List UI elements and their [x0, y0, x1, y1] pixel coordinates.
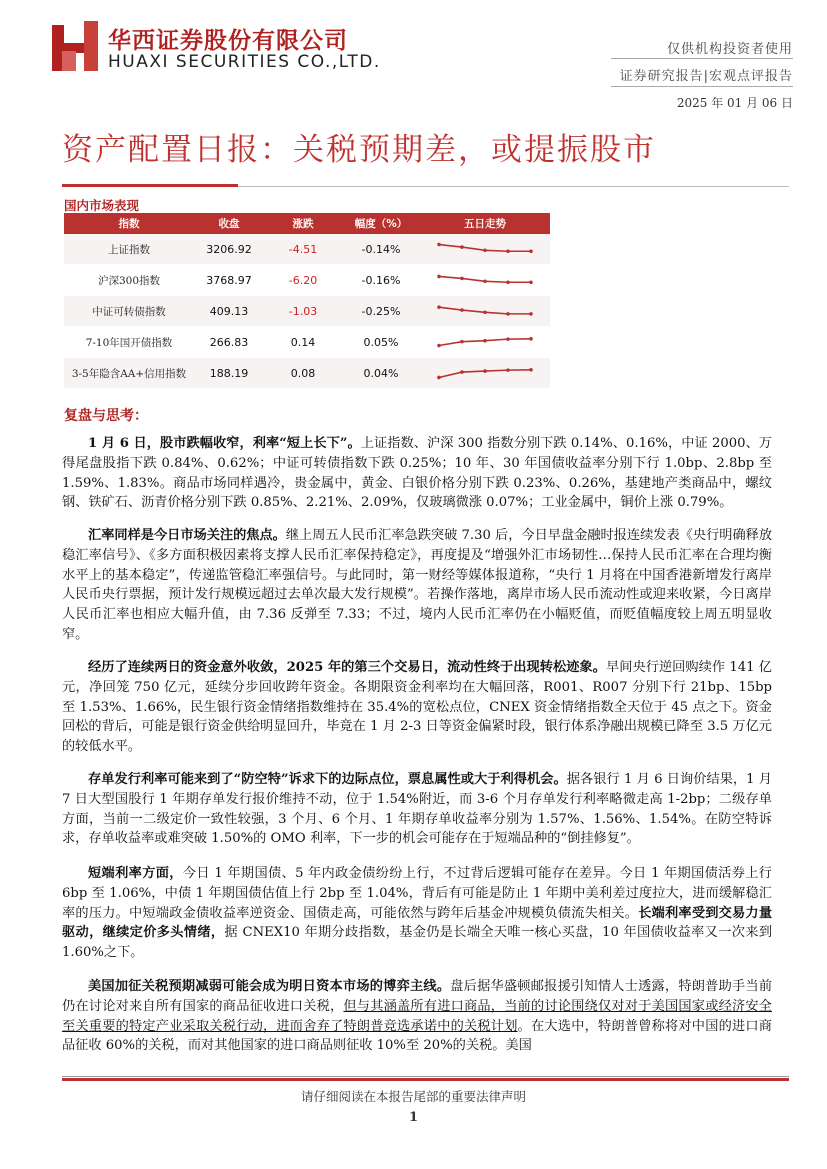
p3-lead: 经历了连续两日的资金意外收敛，2025 年的第三个交易日，流动性终于出现转松迹象。: [88, 660, 606, 675]
report-title: 资产配置日报：关税预期差，或提振股市: [62, 132, 656, 168]
header-divider-2: [611, 86, 793, 87]
trend-point: [437, 376, 441, 380]
paragraph-3: [62, 658, 772, 757]
trend-cell: [420, 358, 550, 389]
trend-cell: [420, 234, 550, 265]
p2-lead: 汇率同样是今日市场关注的焦点。: [88, 528, 286, 543]
trend-point: [529, 312, 533, 316]
trend-point: [529, 337, 533, 341]
index-name: 3-5年隐含AA+信用指数: [64, 358, 194, 389]
footer-disclaimer: 请仔细阅读在本报告尾部的重要法律声明: [300, 1089, 526, 1104]
trend-point: [460, 340, 464, 344]
trend-point: [460, 245, 464, 249]
p5-lead-2: 长端利率受到交易力量驱动，继续定价多头情绪，: [62, 905, 773, 941]
five-day-trend-sparkline: [435, 300, 535, 322]
trend-point: [437, 344, 441, 348]
close-value: 188.19: [194, 358, 264, 389]
trend-cell: [420, 327, 550, 358]
paragraph-1: [62, 434, 772, 513]
p6-body-a: 盘后据华盛顿邮报援引知情人士透露，特朗普助手当前仍在讨论对来自所有国家的商品征收进口关税，: [62, 979, 773, 1014]
trend-point: [460, 308, 464, 312]
pct-value: 0.05%: [342, 327, 420, 358]
company-name-en: HUAXI SECURITIES CO.,LTD.: [108, 52, 381, 72]
trend-point: [529, 249, 533, 253]
trend-cell: [420, 296, 550, 327]
trend-point: [483, 310, 487, 314]
p1-lead: 1 月 6 日，股市跌幅收窄，利率“短上长下”。: [88, 436, 361, 451]
table-row: [64, 265, 550, 296]
col-index: 指数: [64, 213, 194, 234]
market-section-heading: 国内市场表现: [64, 198, 140, 213]
close-value: 3768.97: [194, 265, 264, 296]
table-row: [64, 327, 550, 358]
report-type: 证券研究报告|宏观点评报告: [619, 69, 793, 84]
trend-point: [437, 275, 441, 279]
paragraph-6: [62, 977, 772, 1056]
footer-rule: [62, 1076, 789, 1077]
p6-underlined: 但与其涵盖所有进口商品，当前的讨论围绕仅对对于美国国家或经济安全至关重要的特定产业采取关税行动，进而舍弃了特朗普竞选承诺中的关税计划: [62, 998, 772, 1034]
pct-value: 0.04%: [342, 358, 420, 389]
trend-point: [483, 279, 487, 283]
title-rule-accent: [62, 184, 238, 187]
paragraph-2: [62, 526, 772, 645]
company-name-cn: 华西证券股份有限公司: [108, 28, 348, 54]
table-row: [64, 234, 550, 265]
five-day-trend-sparkline: [435, 331, 535, 353]
trend-point: [529, 368, 533, 372]
table-row: [64, 358, 550, 389]
p5-body-a: 今日 1 年期国债、5 年内政金债纷纷上行，不过背后逻辑可能存在差异。今日 1 年期国债活券上行 6bp 至 1.06%，中债 1 年期国债估值上行 2bp 至 1.04%，背后有可能是防止 1 年期中美利差过度拉大，进而缓解稳汇率的压力。中短端政金债收益率逆资金、国债走高，可能依然与跨年后基金冲规模负债流失相关。: [62, 866, 772, 921]
trend-point: [460, 370, 464, 374]
trend-point: [506, 312, 510, 316]
col-pct: 幅度（%）: [342, 213, 420, 234]
index-name: 上证指数: [64, 234, 194, 265]
p5-body-b: 据 CNEX10 年期分歧指数，基金仍是长端全天唯一核心买盘，10 年国债收益率又一次来到 1.60%之下。: [62, 925, 773, 961]
index-name: 中证可转债指数: [64, 296, 194, 327]
report-date: 2025 年 01 月 06 日: [676, 96, 793, 110]
p3-body: 早间央行逆回购续作 141 亿元，净回笼 750 亿元，延续分步回收跨年资金。各期限资金利率均在大幅回落，R001、R007 分别下行 21bp、15bp 至 1.53%、1.66%，民生银行资金情绪指数维持在 35.4%的宽松点位，CNEX 资金情绪指数全天位于 45 点之下。资金回松的背后，可能是银行资金供给明显回升，毕竟在 1 月 2-3 日等资金偏紧时段，银行体系净融出规模已降至 3.5 万亿元的较低水平。: [62, 660, 772, 755]
footer-rule-accent: [62, 1078, 789, 1081]
close-value: 266.83: [194, 327, 264, 358]
trend-point: [506, 249, 510, 253]
trend-point: [506, 280, 510, 284]
p2-body: 继上周五人民币汇率急跌突破 7.30 后，今日早盘金融时报连续发表《央行明确释放稳汇率信号》、《多方面积极因素将支撑人民币汇率保持稳定》，再度提及“增强外汇市场韧性…保持人民币汇率在合理均衡水平上的基本稳定”，传递监管稳汇率强信号。与此同时，第一财经等媒体报道称，“央行 1 月将在中国香港新增发行离岸人民币央行票据，预计发行规模远超过去单次最大发行规模”。若操作落地，离岸市场人民币流动性或迎来收紧，今日离岸人民币汇率也相应大幅升值，由 7.36 反弹至 7.33；不过，境内人民币汇率仍在小幅贬值，而贬值幅度较上周五明显收窄。: [62, 528, 773, 642]
change-value: -1.03: [264, 296, 342, 327]
five-day-trend-sparkline: [435, 238, 535, 260]
trend-point: [483, 339, 487, 343]
pct-value: -0.14%: [342, 234, 420, 265]
p4-body: 据各银行 1 月 6 日询价结果，1 月 7 日大型国股行 1 年期存单发行报价维持不动，位于 1.54%附近，而 3-6 个月存单发行利率略微走高 1-2bp；二级存单方面，当前一二级定价一致性较强，3 个月、6 个月、1 年期存单收益率分别为 1.57%、1.56%、1.54%。在防空特诉求，存单收益率或难突破 1.50%的 OMO 利率，下一步的机会可能存在于短端品种的“倒挂修复”。: [62, 772, 772, 847]
p4-lead: 存单发行利率可能来到了“防空特”诉求下的边际点位，票息属性或大于利得机会。: [88, 772, 567, 787]
p5-lead: 短端利率方面，: [88, 866, 183, 881]
p1-body: 上证指数、沪深 300 指数分别下跌 0.14%、0.16%，中证 2000、万得尾盘股指下跌 0.84%、0.62%；中证可转债指数下跌 0.25%；10 年、30 年国债收益率分别下行 1.0bp、2.8bp 至 1.59%、1.83%。商品市场同样遇冷，贵金属中，黄金、白银价格分别下跌 0.23%、0.26%，基建地产类商品中，螺纹钢、铁矿石、沥青价格分别下跌 0.85%、2.21%、2.09%，仅玻璃微涨 0.07%；工业金属中，铜价上涨 0.79%。: [62, 436, 772, 511]
trend-point: [437, 305, 441, 309]
change-value: -6.20: [264, 265, 342, 296]
trend-point: [483, 248, 487, 252]
trend-point: [460, 277, 464, 281]
page-number: 1: [408, 1110, 419, 1125]
index-name: 7-10年国开债指数: [64, 327, 194, 358]
paragraph-5: [62, 864, 772, 963]
market-table: [64, 213, 550, 389]
p6-body-b: 。在大选中，特朗普曾称将对中国的进口商品征收 60%的关税，而对其他国家的进口商品则征收 10%至 20%的关税。美国: [62, 1018, 772, 1054]
header-divider: [611, 58, 793, 59]
change-value: 0.08: [264, 358, 342, 389]
trend-point: [529, 280, 533, 284]
five-day-trend-sparkline: [435, 362, 535, 384]
change-value: -4.51: [264, 234, 342, 265]
col-close: 收盘: [194, 213, 264, 234]
pct-value: -0.16%: [342, 265, 420, 296]
audience-note: 仅供机构投资者使用: [666, 42, 793, 57]
table-row: [64, 296, 550, 327]
col-change: 涨跌: [264, 213, 342, 234]
paragraph-4: [62, 770, 772, 849]
trend-point: [437, 243, 441, 247]
index-name: 沪深300指数: [64, 265, 194, 296]
close-value: 409.13: [194, 296, 264, 327]
five-day-trend-sparkline: [435, 269, 535, 291]
trend-cell: [420, 265, 550, 296]
close-value: 3206.92: [194, 234, 264, 265]
pct-value: -0.25%: [342, 296, 420, 327]
trend-point: [506, 368, 510, 372]
market-table-header: [64, 213, 550, 234]
trend-point: [483, 369, 487, 373]
review-heading: 复盘与思考：: [64, 408, 148, 424]
huaxi-logo-icon: [52, 21, 98, 71]
trend-point: [506, 337, 510, 341]
p6-lead: 美国加征关税预期减弱可能会成为明日资本市场的博弈主线。: [88, 979, 451, 994]
col-trend: 五日走势: [420, 213, 550, 234]
change-value: 0.14: [264, 327, 342, 358]
